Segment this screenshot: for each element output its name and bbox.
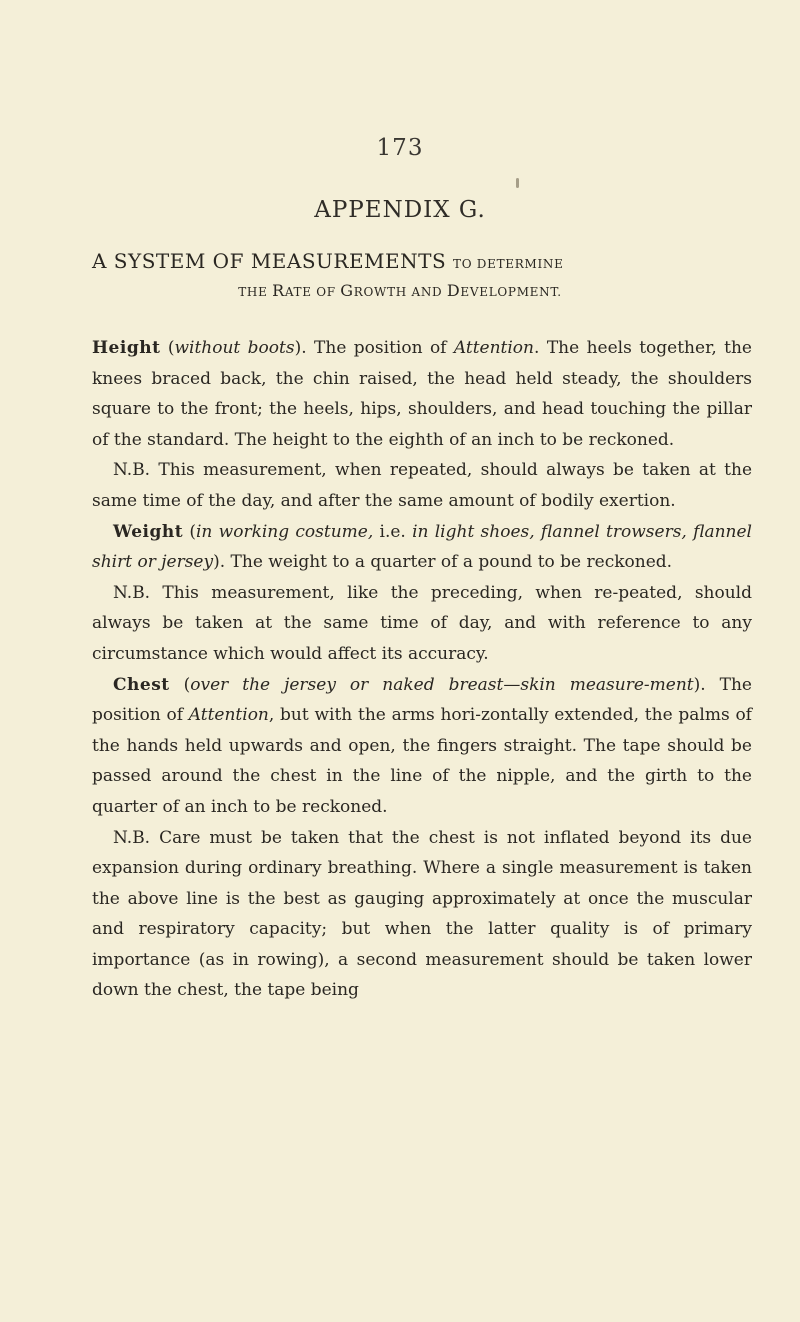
weight-ie: i.e. bbox=[373, 521, 413, 542]
height-text-1: ). The position of bbox=[294, 338, 454, 358]
lead-weight: Weight bbox=[113, 521, 184, 542]
chest-paren-open: ( bbox=[169, 674, 191, 695]
title-development-cap: D bbox=[446, 281, 461, 300]
paragraph-weight bbox=[92, 517, 752, 578]
title-of: OF bbox=[316, 285, 336, 299]
title-development-rest: EVELOPMENT. bbox=[460, 285, 562, 299]
weight-italic-2: in light shoes, flannel trowsers, flannel shirt or jersey bbox=[92, 521, 752, 573]
title-main: A SYSTEM OF MEASUREMENTS bbox=[92, 249, 447, 273]
appendix-heading: APPENDIX G. bbox=[314, 197, 486, 223]
title-rate-rest: ATE bbox=[284, 285, 312, 299]
lead-height: Height bbox=[92, 338, 161, 358]
chest-attention: Attention bbox=[188, 705, 269, 726]
page-number: 173 bbox=[376, 135, 424, 161]
title-growth-cap: G bbox=[340, 281, 354, 300]
ink-speck bbox=[516, 178, 519, 188]
paragraph-height bbox=[92, 333, 752, 455]
paragraph-height-nb: N.B. This measurement, when repeated, should always be taken at the same time of the day, and after the same amount of bodily exertion. bbox=[92, 460, 752, 511]
title-the: THE bbox=[238, 285, 268, 299]
body-text bbox=[92, 333, 752, 1006]
paragraph-chest bbox=[92, 670, 752, 823]
height-attention: Attention bbox=[453, 338, 534, 358]
lead-chest: Chest bbox=[113, 674, 170, 695]
weight-italic: in working costume, bbox=[196, 521, 374, 542]
chest-text-1: ). The position of bbox=[92, 674, 752, 726]
height-italic: without boots bbox=[174, 338, 295, 358]
title-line-2 bbox=[0, 281, 800, 300]
height-paren-open: ( bbox=[160, 338, 175, 358]
paragraph-weight-nb: N.B. This measurement, like the preceding, when re-peated, should always be taken at the same time of day, and with reference to any circumstance which would affect its accuracy. bbox=[92, 582, 752, 664]
chest-text-2: , but with the arms hori-zontally extended, the palms of the hands held upwards and open, the fingers straight. The tape should be passed around the chest in the line of the nipple, and the girth to the quarter of an inch to be reckoned. bbox=[92, 705, 752, 817]
height-text-2: . The heels together, the knees braced back, the chin raised, the head held steady, the shoulders square to the front; the heels, hips, shoulders, and head touching the pillar of the standard. The height to the eighth of an inch to be reckoned. bbox=[92, 338, 752, 450]
weight-text: ). The weight to a quarter of a pound to be reckoned. bbox=[213, 552, 673, 573]
title-and: AND bbox=[411, 285, 443, 299]
paragraph-chest-nb: N.B. Care must be taken that the chest is not inflated beyond its due expansion during ordinary breathing. Where a single measurement is taken the above line is the best as gauging approximately at once the muscular and respiratory capacity; but when the latter quality is of primary importance (as in rowing), a second measurement should be taken lower down the chest, the tape being bbox=[92, 827, 752, 1001]
title-rate-cap: R bbox=[272, 281, 285, 300]
chest-italic: over the jersey or naked breast—skin measure-ment bbox=[190, 674, 694, 695]
title-line-1 bbox=[92, 249, 752, 273]
weight-paren-open: ( bbox=[183, 521, 196, 542]
title-growth-rest: ROWTH bbox=[353, 285, 407, 299]
title-to-determine: TO DETERMINE bbox=[453, 257, 564, 271]
